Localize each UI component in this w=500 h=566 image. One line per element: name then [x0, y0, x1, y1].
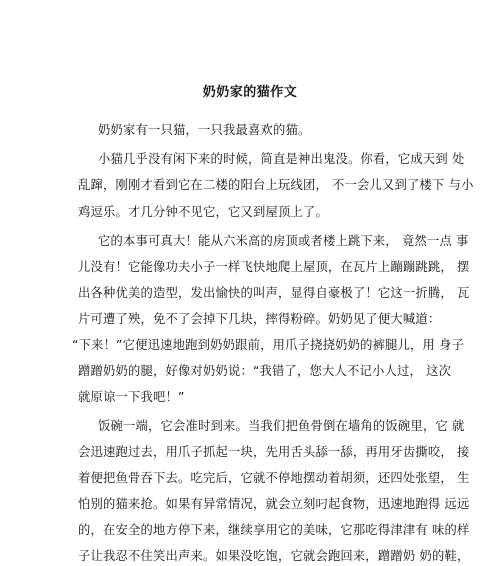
- paragraph-line: 蹭蹭奶奶的腿，好像对奶奶说：“我错了，您大人不记小人过， 这次: [78, 364, 452, 378]
- paragraph-line: 饭碗一端，它会准时到来。当我们把鱼骨倒在墙角的饭碗里，它 就: [98, 419, 465, 433]
- paragraph-line: 乱蹿，刚刚才看到它在二楼的阳台上玩线团， 不一会儿又到了楼下 与小: [78, 178, 474, 192]
- paragraph-line: 奶奶家有一只猫，一只我最喜欢的猫。: [98, 123, 311, 137]
- paragraph-line: 出各种优美的造型，发出愉快的叫声，显得自豪极了！它这一折腾， 瓦: [78, 286, 470, 300]
- paragraph-line: 怕别的猫来抢。如果有异常情况，就会立刻叼起食物，迅速地跑得 远远: [78, 497, 470, 511]
- paragraph-line: 小猫几乎没有闲下来的时候，简直是神出鬼没。你看，它成天到 处: [98, 152, 465, 166]
- paragraph-line: 就原谅一下我吧！”: [78, 390, 185, 404]
- paragraph-line: 子让我忍不住笑出声来。如果没吃饱，它就会跑回来，蹭蹭奶 奶的鞋，: [78, 549, 470, 563]
- paragraph-line: 的，在安全的地方停下来，继续享用它的美味，它那吃得津津有 味的样: [78, 523, 470, 537]
- paragraph-line: 会迅速跑过去，用爪子抓起一块，先用舌头舔一舔，再用牙齿撕咬， 接: [78, 445, 470, 459]
- paragraph-line: “下来！”它便迅速地跑到奶奶跟前，用爪子挠挠奶奶的裤腿儿，用 身子: [72, 338, 465, 352]
- paragraph-line: 片可遭了殃，免不了会掉下几块，摔得粉碎。奶奶见了便大喊道：: [78, 312, 441, 326]
- paragraph-line: 鸡逗乐。才几分钟不见它，它又到屋顶上了。: [78, 205, 328, 219]
- paragraph-line: 它的本事可真大！能从六米高的房顶或者楼上跳下来， 竟然一点 事: [98, 234, 469, 248]
- paragraph-line: 儿没有！它能像功夫小子一样飞快地爬上屋顶，在瓦片上蹦蹦跳跳， 摆: [78, 260, 470, 274]
- document-title: 奶奶家的猫作文: [202, 85, 298, 100]
- paragraph-line: 着便把鱼骨吞下去。吃完后，它就不停地摆动着胡须，还四处张望， 生: [78, 471, 470, 485]
